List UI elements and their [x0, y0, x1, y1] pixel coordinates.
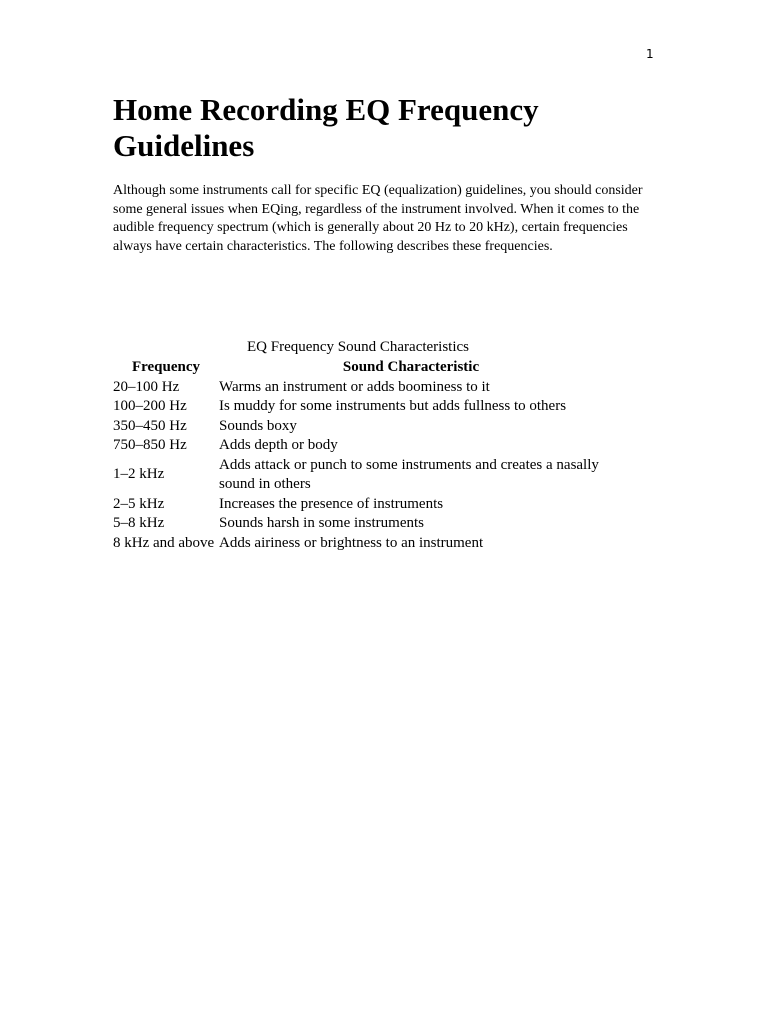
table-row	[113, 534, 603, 554]
intro-paragraph: Although some instruments call for specific EQ (equalization) guidelines, you should consider some general issues when EQing, regardless of the instrument involved. When it comes to the audible frequency spectrum (which is generally about 20 Hz to 20 kHz), certain frequencies always have certain characteristics. The following describes these frequencies.	[113, 183, 643, 254]
characteristic-cell: Sounds boxy	[219, 417, 297, 434]
frequency-cell: 8 kHz and above	[113, 534, 215, 551]
frequency-cell: 350–450 Hz	[113, 417, 187, 434]
frequency-table	[113, 358, 603, 553]
frequency-cell: 1–2 kHz	[113, 466, 165, 483]
header-frequency: Frequency	[131, 359, 201, 375]
characteristic-cell: Is muddy for some instruments but adds fullness to others	[219, 398, 567, 414]
characteristic-cell: Adds depth or body	[219, 437, 338, 453]
frequency-cell: 5–8 kHz	[113, 515, 165, 531]
characteristic-cell: Adds airiness or brightness to an instrument	[219, 534, 484, 551]
frequency-cell: 2–5 kHz	[113, 495, 165, 512]
table-row	[113, 495, 603, 515]
table-header-row	[113, 358, 603, 378]
page-number: 1	[646, 47, 654, 61]
table-row	[113, 378, 603, 398]
header-sound-characteristic: Sound Characteristic	[342, 359, 480, 375]
table-row	[113, 417, 603, 437]
characteristic-cell: Warms an instrument or adds boominess to it	[219, 378, 490, 395]
table-row	[113, 436, 603, 456]
table-caption: EQ Frequency Sound Characteristics	[246, 339, 470, 355]
characteristic-cell: Increases the presence of instruments	[219, 495, 444, 512]
frequency-cell: 20–100 Hz	[113, 378, 180, 395]
characteristic-cell: Sounds harsh in some instruments	[219, 515, 424, 531]
characteristic-cell: Adds attack or punch to some instruments and creates a nasally sound in others	[219, 456, 599, 492]
frequency-table-section	[113, 338, 623, 553]
frequency-cell: 750–850 Hz	[113, 437, 187, 453]
document-title: Home Recording EQ Frequency Guidelines	[113, 92, 539, 163]
table-row	[113, 397, 603, 417]
table-row	[113, 456, 603, 495]
frequency-cell: 100–200 Hz	[113, 398, 187, 414]
table-row	[113, 514, 603, 534]
